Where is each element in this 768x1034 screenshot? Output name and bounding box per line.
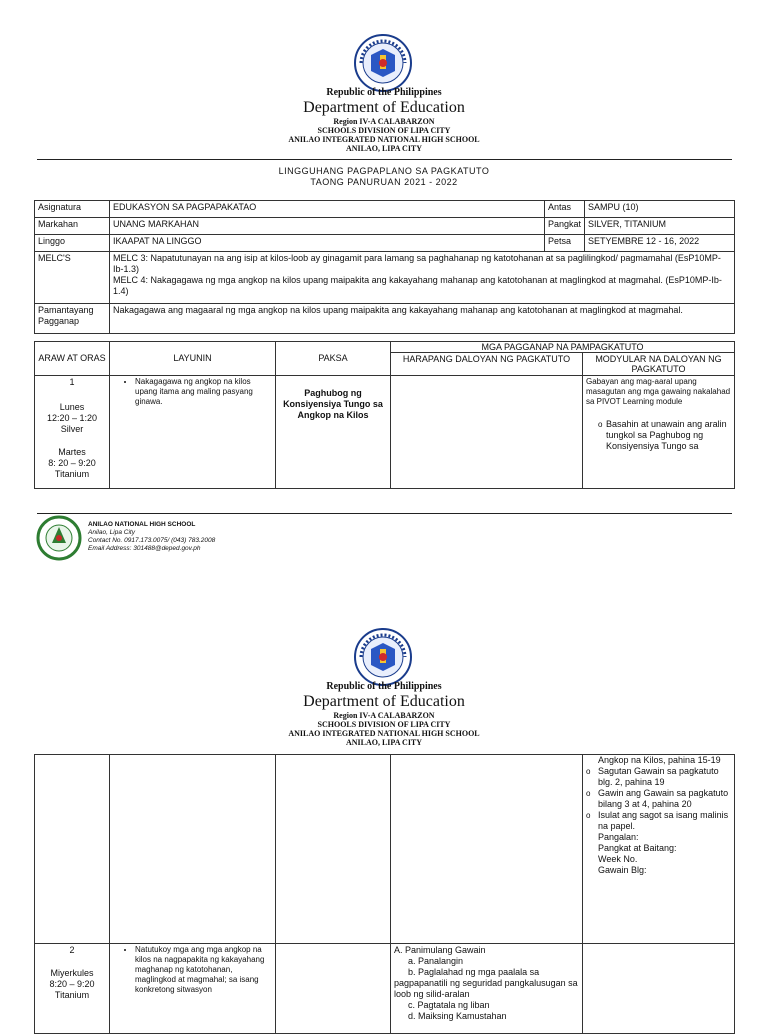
division-text-page2: SCHOOLS DIVISION OF LIPA CITY	[317, 720, 451, 729]
row1-paksa	[276, 376, 391, 489]
row1-day2: Martes	[58, 447, 86, 457]
row2-a3: c. Pagtatala ng liban	[408, 1000, 490, 1010]
col-layunin: LAYUNIN	[110, 342, 276, 376]
asignatura-value: EDUKASYON SA PAGPAPAKATAO	[110, 201, 545, 218]
p2-row1-harapang	[391, 755, 583, 944]
pamantayan-value: Nakagagawa ang magaaral ng mga angkop na kilos upang maipakita ang kakayahang mahanap ang katotohanan at maglingkod at magmahal.	[110, 304, 735, 334]
header-rule	[37, 159, 732, 160]
p2-cont2: o Sagutan Gawain sa pagkatuto blg. 2, pahina 19	[586, 766, 731, 788]
row2-harapang	[391, 944, 583, 1034]
row1-modyular-b1: o Basahin at unawain ang aralin tungkol sa Paghubog ng Konsiyensiya Tungo sa	[598, 419, 731, 452]
row2-paksa	[276, 944, 391, 1034]
p2-cont1: Angkop na Kilos, pahina 15-19	[598, 755, 721, 765]
p2-cont3: o Gawin ang Gawain sa pagkatuto bilang 3 at 4, pahina 20	[586, 788, 731, 810]
plan-title: LINGGUHANG PAGPAPLANO SA PAGKATUTO	[278, 166, 490, 176]
department-text-page2: Department of Education	[303, 693, 465, 710]
row1-time1: 12:20 – 1:20	[46, 413, 98, 423]
row2-sec: Titanium	[54, 990, 90, 1000]
linggo-value: IKAAPAT NA LINGGO	[110, 235, 545, 252]
p2-cont6: Pangkat at Baitang:	[598, 843, 677, 853]
melc-label: MELC'S	[35, 252, 110, 304]
footer-address: Anilao, Lipa City	[88, 529, 135, 536]
antas-label: Antas	[545, 201, 585, 218]
row2-time: 8:20 – 9:20	[49, 979, 95, 989]
col-paksa: PAKSA	[276, 342, 391, 376]
petsa-value: SETYEMBRE 12 - 16, 2022	[585, 235, 735, 252]
row2-layunin-item: • Natutukoy mga ang mga angkop na kilos na nagpapakita ng kakayahang maghanap ng katotohanan, maglingkod at magmahal; sa isang konkretong sitwasyon	[135, 945, 272, 995]
row1-layunin-item: • Nakagagawa ng angkop na kilos upang itama ang maling pasyang ginawa.	[135, 377, 272, 407]
republic-text: Republic of the Philippines	[326, 87, 442, 98]
lesson-table-page2	[34, 754, 735, 1034]
row1-num: 1	[69, 377, 75, 387]
school-text: ANILAO INTEGRATED NATIONAL HIGH SCHOOL	[288, 135, 480, 144]
pamantayan-label: Pamantayang Pagganap	[35, 304, 110, 334]
col-mga-pagganap: MGA PAGGANAP NA PAMPAGKATUTO	[391, 342, 735, 353]
melc-4: MELC 4: Nakagagawa ng mga angkop na kilos upang maipakita ang kakayahang mahanap ang katotohanan at maglingkod at magmahal. (EsP10MP-Ib-1.4)	[113, 275, 722, 296]
p2-cont7: Week No.	[598, 854, 638, 864]
lesson-table	[34, 341, 735, 489]
p2-row1-layunin	[110, 755, 276, 944]
p2-cont8: Gawain Blg:	[598, 865, 647, 875]
linggo-label: Linggo	[35, 235, 110, 252]
row2-day: Miyerkules	[50, 968, 94, 978]
school-text-page2: ANILAO INTEGRATED NATIONAL HIGH SCHOOL	[288, 729, 480, 738]
asignatura-label: Asignatura	[35, 201, 110, 218]
p2-row1-paksa	[276, 755, 391, 944]
markahan-label: Markahan	[35, 218, 110, 235]
row1-sec1: Silver	[60, 424, 84, 434]
row1-modyular-intro: Gabayan ang mag-aaral upang masagutan ang mga gawaing nakalahad sa PIVOT Learning module	[586, 377, 731, 406]
row1-paksa-text: Paghubog ng Konsiyensiya Tungo sa Angkop na Kilos	[283, 388, 383, 420]
pangkat-value: SILVER, TITANIUM	[585, 218, 735, 235]
row1-sec2: Titanium	[54, 469, 90, 479]
melc-content	[110, 252, 735, 304]
republic-text-page2: Republic of the Philippines	[326, 681, 442, 692]
footer-school: ANILAO NATIONAL HIGH SCHOOL	[88, 521, 196, 528]
p2-cont5: Pangalan:	[598, 832, 639, 842]
school-logo	[36, 515, 82, 561]
row2-layunin	[110, 944, 276, 1034]
deped-seal-page2	[353, 627, 413, 687]
col-araw: ARAW AT ORAS	[35, 342, 110, 376]
row2-araw	[35, 944, 110, 1034]
row1-time2: 8: 20 – 9:20	[48, 458, 96, 468]
col-harapang: HARAPANG DALOYAN NG PAGKATUTO	[391, 353, 583, 376]
deped-seal	[353, 33, 413, 93]
melc-3: MELC 3: Napatutunayan na ang isip at kilos-loob ay ginagamit para lamang sa paghahanap ng katotohanan at sa paglilingkod/ pagmamahal (EsP10MP-Ib-1.3)	[113, 253, 721, 274]
row1-day1: Lunes	[59, 402, 85, 412]
info-table	[34, 200, 735, 334]
row2-num: 2	[69, 945, 75, 955]
division-text: SCHOOLS DIVISION OF LIPA CITY	[317, 126, 451, 135]
footer-email: Email Address: 301488@deped.gov.ph	[88, 545, 201, 552]
address-text-page2: ANILAO, LIPA CITY	[345, 738, 423, 747]
school-year: TAONG PANURUAN 2021 - 2022	[310, 177, 458, 187]
address-text: ANILAO, LIPA CITY	[345, 144, 423, 153]
row1-harapang	[391, 376, 583, 489]
p2-row1-araw	[35, 755, 110, 944]
col-modyular: MODYULAR NA DALOYAN NG PAGKATUTO	[583, 353, 735, 376]
markahan-value: UNANG MARKAHAN	[110, 218, 545, 235]
petsa-label: Petsa	[545, 235, 585, 252]
row2-a: A. Panimulang Gawain	[394, 945, 486, 955]
department-text: Department of Education	[303, 99, 465, 116]
row2-a1: a. Panalangin	[408, 956, 464, 966]
p2-row1-modyular	[583, 755, 735, 944]
region-text: Region IV-A CALABARZON	[333, 117, 435, 126]
row1-araw	[35, 376, 110, 489]
row1-layunin	[110, 376, 276, 489]
antas-value: SAMPU (10)	[585, 201, 735, 218]
row2-a4: d. Maiksing Kamustahan	[408, 1011, 507, 1021]
region-text-page2: Region IV-A CALABARZON	[333, 711, 435, 720]
row1-modyular	[583, 376, 735, 489]
row2-modyular	[583, 944, 735, 1034]
footer-contact: Contact No. 0917.173.0075/ (043) 783.2008	[88, 537, 216, 544]
footer-rule	[37, 513, 732, 514]
row2-a2: b. Paglalahad ng mga paalala sa pagpapanatili ng seguridad pangkalusugan sa loob ng silid-aralan	[394, 967, 578, 999]
pangkat-label: Pangkat	[545, 218, 585, 235]
p2-cont4: o Isulat ang sagot sa isang malinis na papel.	[586, 810, 731, 832]
